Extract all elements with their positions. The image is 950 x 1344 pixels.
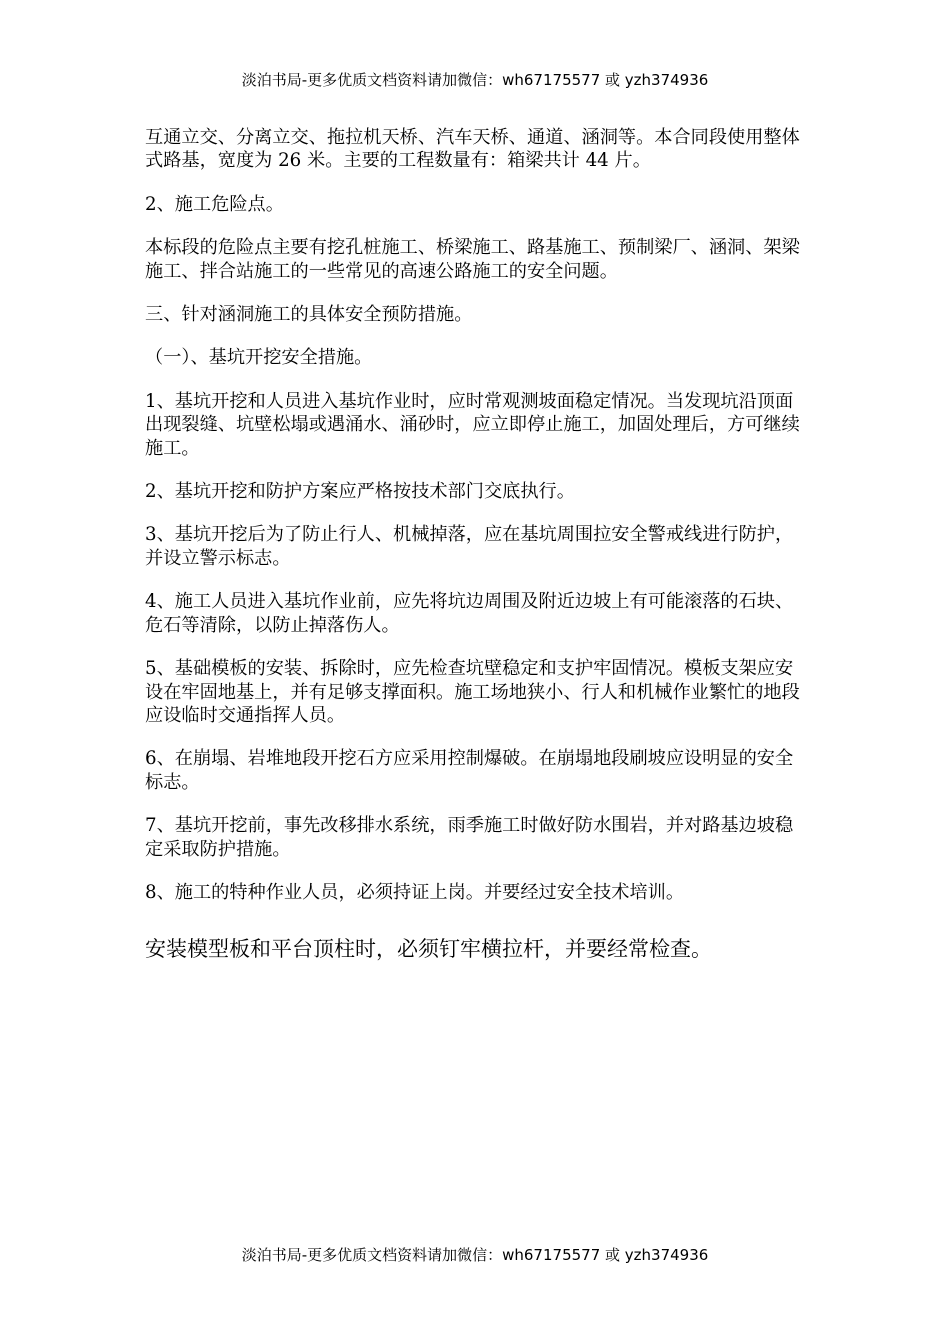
paragraph-item-3: 3、基坑开挖后为了防止行人、机械掉落，应在基坑周围拉安全警戒线进行防护，并设立警示标志。 xyxy=(145,524,794,569)
paragraph-formwork-note: 安装模型板和平台顶柱时，必须钉牢横拉杆，并要经常检查。 xyxy=(145,937,712,962)
document-body xyxy=(145,126,810,982)
paragraph-item-8: 8、施工的特种作业人员，必须持证上岗。并要经过安全技术培训。 xyxy=(145,881,685,903)
paragraph-hazard-list: 本标段的危险点主要有挖孔桩施工、桥梁施工、路基施工、预制梁厂、涵洞、架梁施工、拌合站施工的一些常见的高速公路施工的安全问题。 xyxy=(145,237,800,282)
paragraph-item-2: 2、基坑开挖和防护方案应严格按技术部门交底执行。 xyxy=(145,481,575,503)
header-watermark: 淡泊书局-更多优质文档资料请加微信：wh67175577 或 yzh374936 xyxy=(241,71,709,89)
paragraph-heading-hazards: 2、施工危险点。 xyxy=(145,193,284,215)
paragraph-item-4: 4、施工人员进入基坑作业前，应先将坑边周围及附近边坡上有可能滚落的石块、危石等清除，以防止掉落伤人。 xyxy=(145,591,794,636)
footer-watermark: 淡泊书局-更多优质文档资料请加微信：wh67175577 或 yzh374936 xyxy=(241,1246,709,1264)
paragraph-item-1: 1、基坑开挖和人员进入基坑作业时，应时常观测坡面稳定情况。当发现坑沿顶面出现裂缝、坑壁松塌或遇涌水、涌砂时，应立即停止施工，加固处理后，方可继续施工。 xyxy=(145,390,800,459)
paragraph-project-scope: 互通立交、分离立交、拖拉机天桥、汽车天桥、通道、涵洞等。本合同段使用整体式路基，宽度为 26 米。主要的工程数量有：箱梁共计 44 片。 xyxy=(145,127,800,172)
paragraph-item-5: 5、基础模板的安装、拆除时，应先检查坑壁稳定和支护牢固情况。模板支架应安设在牢固地基上，并有足够支撑面积。施工场地狭小、行人和机械作业繁忙的地段应设临时交通指挥人员。 xyxy=(145,658,800,726)
paragraph-heading-pit-excavation: （一）、基坑开挖安全措施。 xyxy=(145,347,373,369)
paragraph-item-6: 6、在崩塌、岩堆地段开挖石方应采用控制爆破。在崩塌地段刷坡应设明显的安全标志。 xyxy=(145,748,794,793)
paragraph-item-7: 7、基坑开挖前，事先改移排水系统，雨季施工时做好防水围岩，并对路基边坡稳定采取防护措施。 xyxy=(145,815,794,860)
paragraph-heading-culvert-measures: 三、针对涵洞施工的具体安全预防措施。 xyxy=(145,304,473,326)
